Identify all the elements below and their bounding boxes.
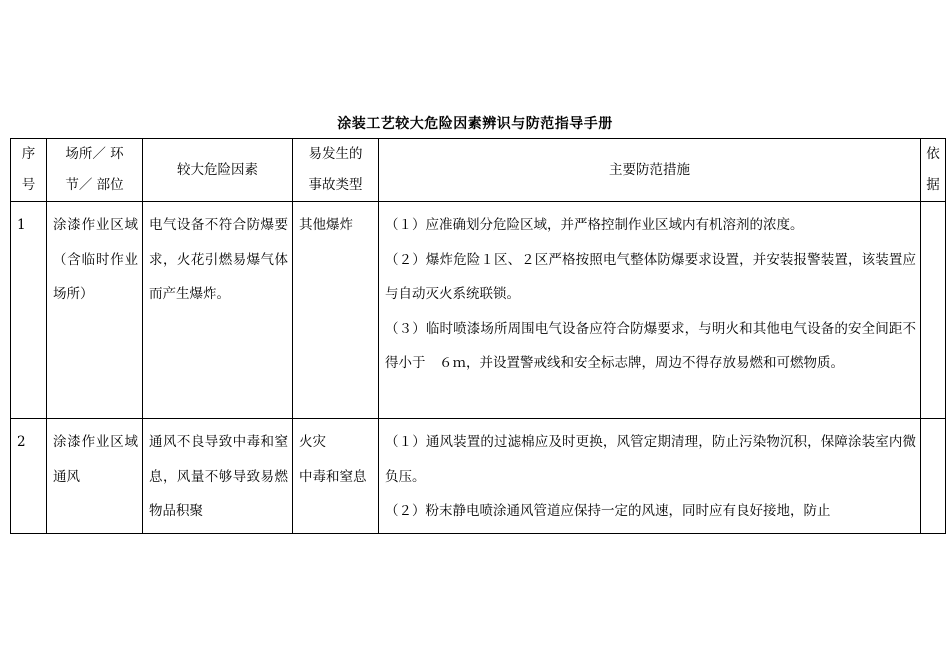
- cell-risk: 电气设备不符合防爆要求，火花引燃易爆气体而产生爆炸。: [143, 202, 293, 419]
- header-basis: 依 据: [921, 139, 946, 202]
- measure-item: （２）爆炸危险１区、２区严格按照电气整体防爆要求设置，并安装报警装置，该装置应与自动灭火系统联锁。: [385, 251, 916, 302]
- hazard-table: [10, 138, 946, 534]
- table-header-row: [11, 139, 946, 202]
- header-place: 场所／ 环 节／ 部位: [47, 139, 143, 202]
- measure-item: （２）粉末静电喷涂通风管道应保持一定的风速，同时应有良好接地，防止: [385, 503, 831, 519]
- header-accident: 易发生的 事故类型: [293, 139, 379, 202]
- measure-item: （１）应准确划分危险区域，并严格控制作业区域内有机溶剂的浓度。: [385, 217, 804, 233]
- header-measures: 主要防范措施: [379, 139, 921, 202]
- cell-seq: 1: [11, 202, 47, 419]
- cell-basis: [921, 202, 946, 419]
- cell-measures: [379, 202, 921, 419]
- cell-accident: 其他爆炸: [293, 202, 379, 419]
- cell-accident: 火灾 中毒和窒息: [293, 419, 379, 534]
- header-seq: 序 号: [11, 139, 47, 202]
- table-row: [11, 419, 946, 534]
- cell-seq: 2: [11, 419, 47, 534]
- measure-item: （１）通风装置的过滤棉应及时更换，风管定期清理，防止污染物沉积，保障涂装室内微负压。: [385, 434, 916, 485]
- cell-risk: 通风不良导致中毒和窒息，风量不够导致易燃物品积聚: [143, 419, 293, 534]
- cell-place: 涂漆作业区域（含临时作业场所）: [47, 202, 143, 419]
- header-risk: 较大危险因素: [143, 139, 293, 202]
- cell-basis: [921, 419, 946, 534]
- table-row: [11, 202, 946, 419]
- cell-measures: [379, 419, 921, 534]
- measure-item: （３）临时喷漆场所周围电气设备应符合防爆要求，与明火和其他电气设备的安全间距不得小于 ６ｍ，并设置警戒线和安全标志牌，周边不得存放易燃和可燃物质。: [385, 320, 916, 371]
- document-title: 涂装工艺较大危险因素辨识与防范指导手册: [337, 116, 613, 132]
- cell-place: 涂漆作业区域通风: [47, 419, 143, 534]
